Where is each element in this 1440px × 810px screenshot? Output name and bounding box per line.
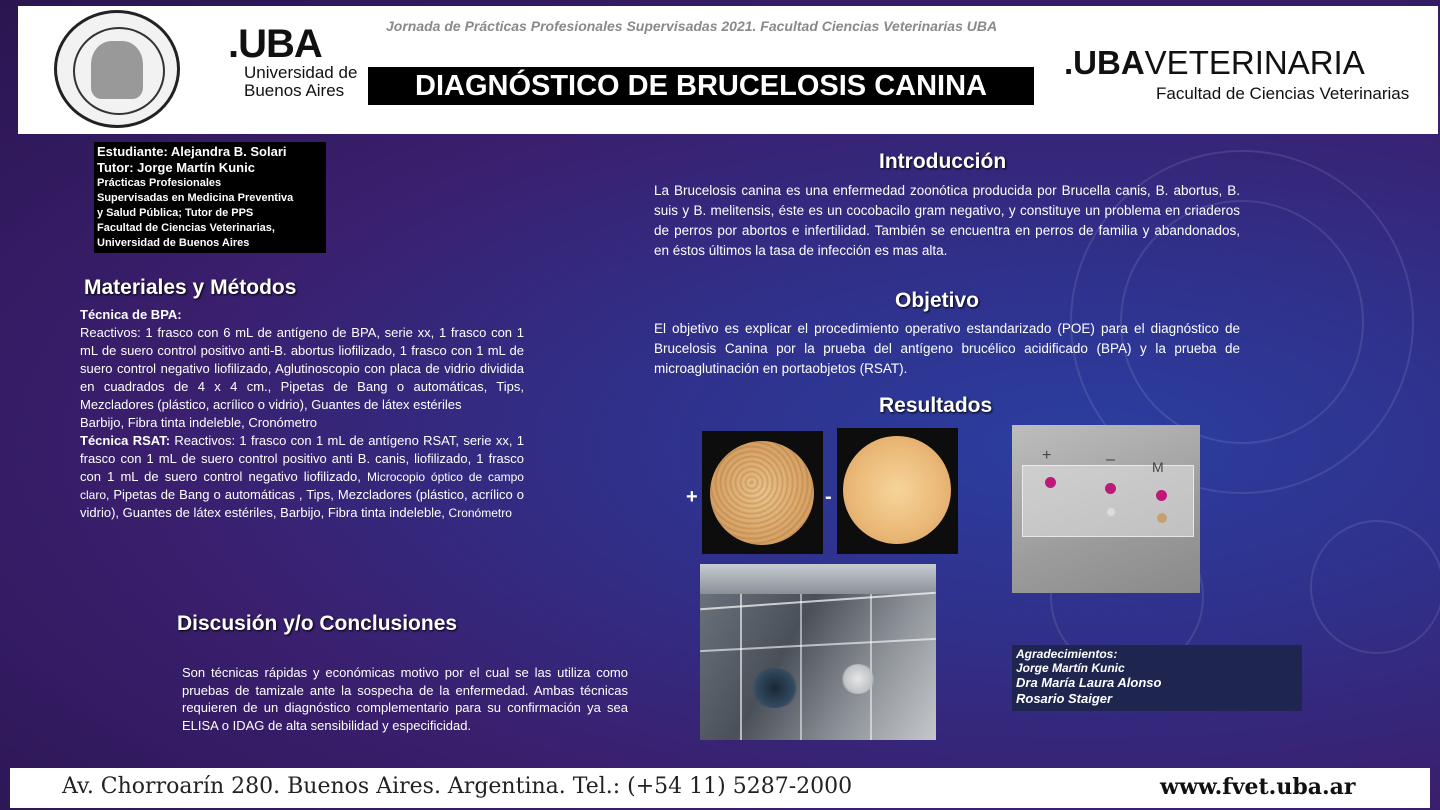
introduccion-text: La Brucelosis canina es una enfermedad zoonótica producida por Brucella canis, B. abortus, B. suis y B. melitensis, éste es un cocobacilo gram negativo, y constituye un problema en criaderos de perros por abortos e infertilidad. También se encuentra en perros de familia y abandonados, en éstos últimos la tasa de infección es mas alta. <box>654 183 1240 258</box>
resultados-heading: Resultados <box>879 394 993 417</box>
rsat-slide-image: + – M <box>1012 425 1200 593</box>
acknowledgements-box: Agradecimientos: Jorge Martín Kunic Dra María Laura Alonso Rosario Staiger <box>1012 645 1302 711</box>
microscope-positive-image <box>702 431 823 554</box>
footer-address: Av. Chorroarín 280. Buenos Aires. Argentina. Tel.: (+54 11) 5287-2000 <box>62 774 853 799</box>
materiales-heading: Materiales y Métodos <box>84 276 297 299</box>
materiales-text: Técnica de BPA: Reactivos: 1 frasco con 6 mL de antígeno de BPA, serie xx, 1 frasco con 1 mL de suero control positivo anti-B. abortus liofilizado, 1 frasco con 1 mL de suero control negativo liofilizado, Aglutinoscopio con placa de vidrio dividida en cuadrados de 4 x 4 cm., Pipetas de Bang o automáticas, Tips, Mezcladores (plástico, acrílico o vidrio), Guantes de látex estériles Barbijo, Fibra tinta indeleble, Cronómetro Técnica RSAT: Reactivos: 1 frasco con 1 mL de antígeno RSAT, serie xx, 1 frasco con 1 mL de suero control positivo anti B. canis, liofilizado, 1 frasco con 1 mL de suero control negativo liofilizado, Microcopio óptico de campo claro, Pipetas de Bang o automáticas , Tips, Mezcladores (plástico, acrílico o vidrio), Guantes de látex estériles, Barbijo, Fibra tinta indeleble, Cronómetro <box>80 307 524 520</box>
introduccion-heading: Introducción <box>879 150 1007 173</box>
objetivo-heading: Objetivo <box>895 289 980 312</box>
footer-website: www.fvet.uba.ar <box>1160 774 1356 800</box>
background-ring <box>1310 520 1440 654</box>
author-box: Estudiante: Alejandra B. Solari Tutor: Jorge Martín Kunic Prácticas Profesionales Supervisadas en Medicina Preventiva y Salud Pública; Tutor de PPS Facultad de Ciencias Veterinarias, Universidad de Buenos Aires <box>94 142 326 253</box>
discusion-heading: Discusión y/o Conclusiones <box>177 612 458 635</box>
poster-title: DIAGNÓSTICO DE BRUCELOSIS CANINA <box>368 67 1034 105</box>
event-subtitle: Jornada de Prácticas Profesionales Supervisadas 2021. Facultad Ciencias Veterinarias UBA <box>386 18 998 34</box>
objetivo-text: El objetivo es explicar el procedimiento operativo estandarizado (POE) para el diagnóstico de Brucelosis Canina por la prueba del antígeno brucélico acidificado (BPA) y la prueba de microaglutinación en portaobjetos (RSAT). <box>654 321 1240 376</box>
microscope-negative-image <box>837 428 958 554</box>
uba-logo: .UBA Universidad de Buenos Aires <box>228 22 358 100</box>
uba-veterinaria-logo: .UBAVETERINARIA Facultad de Ciencias Veterinarias <box>1064 44 1410 103</box>
student-name: Estudiante: Alejandra B. Solari <box>97 144 287 159</box>
positive-sign: + <box>686 486 698 508</box>
bpa-plate-image <box>700 564 936 740</box>
university-seal-logo <box>54 10 180 128</box>
discusion-text: Son técnicas rápidas y económicas motivo por el cual se las utiliza como pruebas de tamizale ante la sospecha de la enfermedad. Ambas técnicas requieren de un diagnóstico complementario para su confirmación ya sea ELISA o IDAG de alta sensibilidad y especificidad. <box>182 665 628 733</box>
poster-header <box>18 6 1438 134</box>
negative-sign: - <box>825 486 832 508</box>
poster-footer <box>10 768 1430 808</box>
tutor-name: Tutor: Jorge Martín Kunic <box>97 160 255 175</box>
